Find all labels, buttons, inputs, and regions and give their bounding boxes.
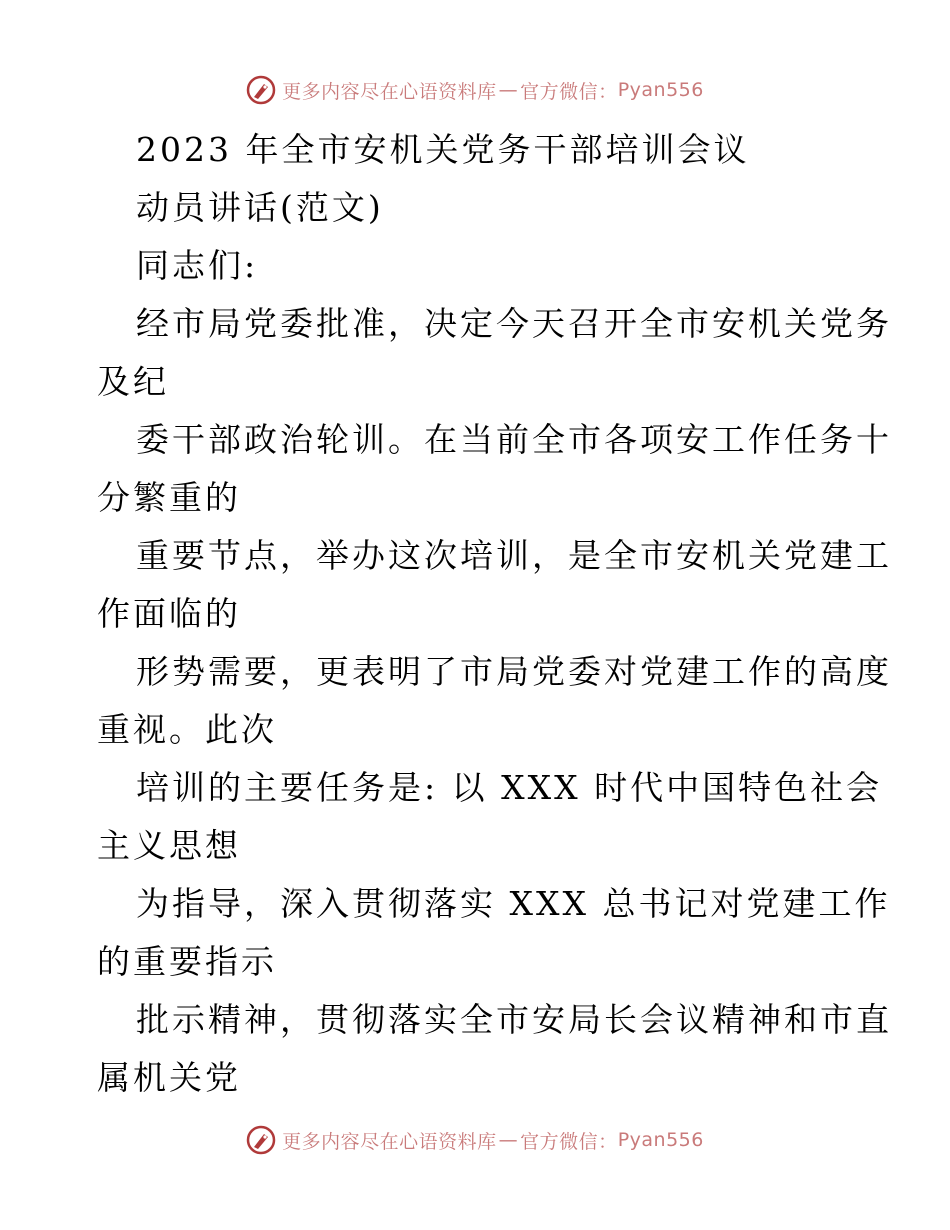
paragraph-line: 为指导，深入贯彻落实 XXX 总书记对党建工作 (136, 884, 891, 923)
paragraph-line: 的重要指示 (97, 942, 277, 981)
watermark-wechat-id: Pyan556 (617, 1129, 704, 1151)
pen-nib-logo-icon (246, 75, 276, 105)
paragraph-line: 及纪 (97, 362, 169, 401)
watermark-wechat-id: Pyan556 (617, 79, 704, 101)
watermark-wechat-label: 官方微信： (520, 1130, 618, 1153)
paragraph-line: 作面临的 (97, 594, 241, 633)
paragraph-line: 主义思想 (97, 826, 241, 865)
watermark-footer (0, 1120, 950, 1160)
watermark-separator: — (498, 1129, 519, 1151)
watermark-text: 更多内容尽在心语资料库 (282, 80, 497, 103)
paragraph-line: 培训的主要任务是: 以 XXX 时代中国特色社会 (136, 768, 883, 807)
watermark-wechat-label: 官方微信： (520, 80, 618, 103)
pen-nib-logo-icon (246, 1125, 276, 1155)
watermark-text: 更多内容尽在心语资料库 (282, 1130, 497, 1153)
paragraph-line: 批示精神，贯彻落实全市安局长会议精神和市直 (136, 1000, 892, 1039)
paragraph-line: 分繁重的 (97, 478, 241, 517)
paragraph-line: 重视。此次 (97, 710, 277, 749)
document-title-line-2: 动员讲话(范文) (136, 188, 384, 227)
paragraph-line: 委干部政治轮训。在当前全市各项安工作任务十 (136, 420, 892, 459)
paragraph-line: 属机关党 (97, 1058, 241, 1097)
paragraph-line: 形势需要，更表明了市局党委对党建工作的高度 (136, 652, 892, 691)
paragraph-line: 重要节点，举办这次培训，是全市安机关党建工 (136, 536, 892, 575)
salutation: 同志们: (136, 246, 259, 285)
paragraph-line: 经市局党委批准，决定今天召开全市安机关党务 (136, 304, 892, 343)
watermark-separator: — (498, 79, 519, 101)
watermark-header (0, 70, 950, 110)
document-title-line-1: 2023 年全市安机关党务干部培训会议 (136, 130, 750, 169)
